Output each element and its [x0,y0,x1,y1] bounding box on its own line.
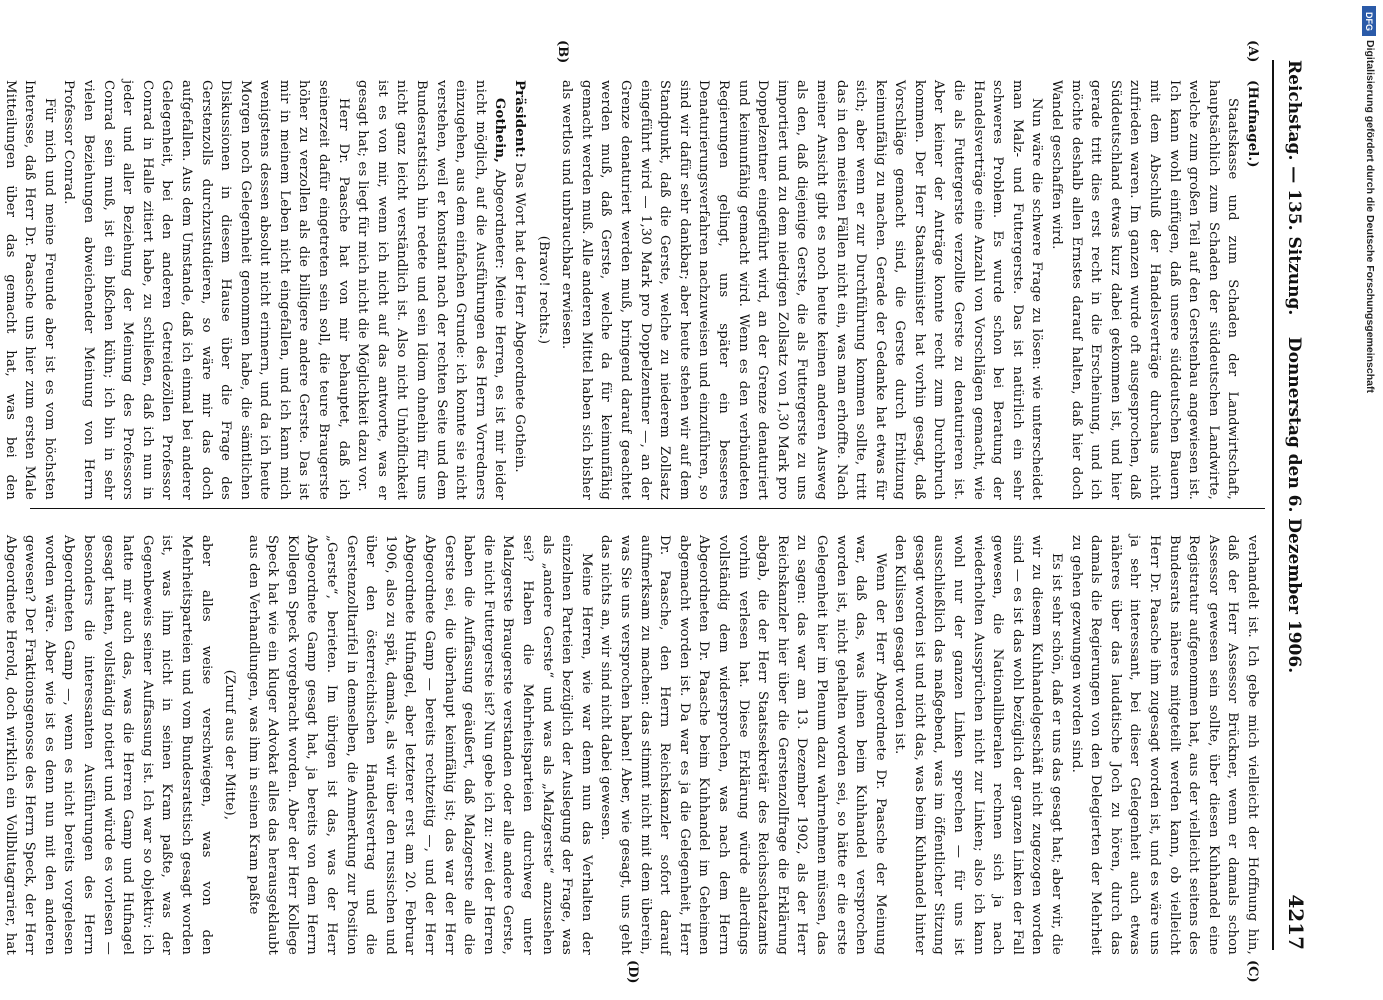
digitization-credit: Digitalisierung gefördert durch die Deutsche Forschungsgemeinschaft [1364,40,1376,393]
applause: (Bravo! rechts.) [535,235,551,345]
right-column [0,535,1262,955]
paragraph: Wenn der Herr Abgeordnete Dr. Paasche der Meinung war, daß das, was ihnen beim Kuhhandel versprochen worden ist, nicht gehalten worden sei, so hätte er die erste Gelegenheit hier im Plenum dazu wahrnehmen müssen, das zu sagen: das war am 13. Dezember 1902, als der Herr Reichskanzler hier über die Gerstenzollfrage die Erklärung abgab, die der Herr Staatssekretär des Reichsschatzamts vorhin verlesen hat. Diese Erklärung würde allerdings vollständig dem widersprochen, was nach dem Herrn Abgeordneten Dr. Paasche beim Kuhhandel im Geheimen abgemacht worden ist. Da war es ja die Gelegenheit, Herr Dr. Paasche, den Herrn Reichskanzler sofort darauf aufmerksam zu machen: das stimmt nicht mit dem überein, was Sie uns versprochen haben! Aber, wie gesagt, uns geht das nichts an, wir sind nicht dabei gewesen. [598,535,888,955]
president-label: Präsident: [512,80,528,159]
margin-marker-a: (A) [1245,40,1260,63]
paragraph: Es ist sehr schön, daß er uns das gesagt hat; aber wir, die wir zu diesem Kuhhandelgeschäft nicht zugezogen worden sind — es ist das wohl bezüglich der ganzen Linken der Fall gewesen, die Nationalliberalen rechnen sich ja nach wiederholten Aussprüchen nicht zur Linken; also ich kann wohl nur der ganzen Linken sprechen — für uns ist ausschließlich das maßgebend, was im öffentlicher Sitzung gesagt worden ist und nicht das, was beim Kuhhandel hinter den Kulissen gesagt worden ist. [892,535,1065,955]
paragraph: Staatskasse und zum Schaden der Landwirtschaft, hauptsächlich zum Schaden der süddeutschen Landwirte, welche zum großen Teil auf den Gerstenbau angewiesen ist. Ich kann wohl einfügen, daß unsere süddeutschen Bauern mit dem Abschluß der Handelsverträge durchaus nicht zufrieden waren. Im ganzen wurde oft ausgesprochen, daß Süddeutschland etwas kurz dabei gekommen ist, und hier gerade tritt dies erst recht in die Erscheinung, und ich möchte deshalb allen Ernstes darauf halten, daß hier doch Wandel geschaffen wird. [1049,80,1241,500]
margin-marker-d: (D) [625,960,640,984]
header-rule [1272,60,1274,950]
paragraph: Herr Dr. Paasche hat von mir behauptet, daß ich seinerzeit dafür eingetreten sein soll, die teure Braugerste höher zu verzollen als die billigere andere Gerste. Das ist mir in meinem Leben nicht eingefallen, und ich kann mich wenigstens dessen absolut nicht erinnern, und da ich heute Morgen noch Gelegenheit genommen habe, die sämtlichen Diskussionen in diesem Hause über die Frage des Gerstenzolls durchzustudieren, so wäre mir das doch aufgefallen. Aus dem Umstande, daß ich einmal bei anderer Gelegenheit, bei den anderen Getreidezöllen Professor Conrad in Halle zitiert habe, zu schließen, daß ich nun in jeder und aller Beziehung der Meinung des Professors Conrad sein muß, ist ein bißchen kühn; ich bin in sehr vielen Beziehungen abweichender Meinung von Herrn Professor Conrad. [61,80,351,500]
paragraph: Nun wäre die schwere Frage zu lösen: wie unterscheidet man Malz- und Futtergerste. Das ist natürlich ein sehr schweres Problem. Es wurde schon bei Beratung der Handelsverträge eine Anzahl von Vorschlägen gemacht, wie die als Futtergerste verzollte Gerste zu denaturieren ist. Aber keiner der Anträge konnte recht zum Durchbruch kommen. Der Herr Staatsminister hat vorhin gesagt, daß Vorschläge gemacht sind, die Gerste durch Erhitzung keimunfähig zu machen. Gerade der Gedanke hat etwas für sich; aber wenn er zur Durchführung kommen sollte, tritt das in den meisten Fällen nicht ein, was man erhoffte. Nach meiner Ansicht gibt es noch heute keinen anderen Ausweg als den, daß diejenige Gerste, die als Futtergerste zu uns importiert und zu dem niedrigen Zollsatz von 1,30 Mark pro Doppelzentner eingeführt wird, an der Grenze denaturiert und keimunfähig gemacht wird. Wenn es den verbündeten Regierungen gelingt, uns später ein besseres Denaturierungsverfahren nachzuweisen und einzuführen, so sind wir dafür sehr dankbar; aber heute stehen wir auf dem Standpunkt, daß die Gerste, welche zu niederem Zollsatz eingeführt wird — 1,30 Mark pro Doppelzentner —, an der Grenze denaturiert werden muß, bringend darauf geachtet werden muß, daß Gerste, welche da für keimunfähig gemacht werden muß. Alle anderen Mittel haben sich bisher als wertlos und unbrauchbar erwiesen. [559,80,1045,500]
left-column [0,80,1262,500]
header-date: Donnerstag den 6. Dezember 1906. [1284,336,1304,674]
paragraph: aber alles weise verschwiegen, was von den Mehrheitsparteien und vom Bundesratstisch gesagt worden ist, was ihm nicht in seinen Kram paßte, was der Gegenbeweis seiner Auffassung ist. Ich war so objektiv: ich hatte mir auch das, was die Herren Gamp und Hufnagel gesagt hatten, vollständig notiert und würde es vorlesen — besonders die interessanten Ausführungen des Herrn Abgeordneten Gamp —, wenn es nicht bereits vorgelesen worden wäre. Aber wie ist es denn nun mit den anderen gewesen? Der Fraktionsgenosse des Herrn Speck, der Herr Abgeordnete Herold, doch wirklich ein Vollblutagrarier, hat [2,535,214,955]
gothein-text: Abgeordneter: Meine Herren, es ist mir leider nicht möglich, auf die Ausführungen des Herrn Vorredners einzugehen, aus dem einfachen Grunde: ich konnte sie nicht verstehen, weil er konstant nach der rechten Seite und dem Bundesratstisch hin redete und sein Idiom ohnehin für uns nicht ganz leicht verständlich ist. Also nicht Unhöflichkeit ist es von mir, wenn ich nicht auf das antworte, was er gesagt hat; es liegt für mich nicht die Möglichkeit dazu vor. [355,80,508,500]
header-left: Reichstag. — 135. Sitzung. [1284,60,1304,316]
margin-marker-c: (C) [1245,960,1260,983]
president-text: Das Wort hat der Herr Abgeordnete Gothein. [512,162,528,473]
page-number: 4217 [1284,894,1308,950]
column-divider [30,508,1265,509]
gothein-label: Gothein, [492,98,508,163]
page-header [1272,60,1312,950]
interjection: (Zuruf aus der Mitte), [222,669,238,821]
paragraph: Meine Herren, wie war denn nun das Verhalten der einzelnen Parteien bezüglich der Auslegung der Frage, was als „andere Gerste“ und was als „Malzgerste“ anzusehen sei? Haben die Mehrheitsparteien durchweg unter Malzgerste Braugerste verstanden oder alle andere Gerste, die nicht Futtergerste ist? Nun gebe ich zu: zwei der Herren haben die Auffassung geäußert, daß Malzgerste alle die Gerste sei, die überhaupt keimfähig ist; das war der Herr Abgeordnete Gamp — bereits rechtzeitig —, und der Herr Abgeordnete Hufnagel, aber letzterer erst am 20. Februar 1906, also zu spät, damals, als wir über den russischen und über den österreichischen Handelsvertrag und die Gerstenzolltarifel in demselben, die Anmerkung zur Position „Gerste“, berieten. Im übrigen ist das, was der Herr Abgeordnete Gamp gesagt hat, ja bereits von dem Herrn Kollegen Speck vorgebracht worden. Aber der Herr Kollege Speck hat wie ein kluger Advokat alles das herausgeklaubt aus den Verhandlungen, was ihm in seinen Kram paßte [245,535,594,955]
gothein-paragraph [353,80,510,500]
paragraph: verhandelt ist. Ich gebe mich vielleicht der Hoffnung hin, daß der Herr Assessor Brückner, wenn er damals schon Assessor gewesen sein sollte, über diesen Kuhhandel eine Registratur aufgenommen hat, aus der vielleicht seitens des Bundesrats näheres mitgeteilt werden kann, ob vielleicht Herr Dr. Paasche ihm zugesagt worden ist, und es wäre uns ja sehr interessant, bei dieser Gelegenheit auch etwas näheres über das laudatische Joch zu hören, durch das damals die Regierungen von den Delegierten der Mehrheit zu gehen gezwungen worden sind. [1068,535,1260,955]
dfg-logo: DFG [1362,6,1376,36]
margin-marker-b: (B) [555,40,570,64]
speaker-prefix: (Hufnagel.) [1245,80,1260,168]
paragraph: Für mich und meine Freunde aber ist es vom höchsten Interesse, daß Herr Dr. Paasche uns hier zum ersten Male Mitteilungen über das gemacht hat, was bei den [2,80,57,500]
president-line [509,80,529,500]
